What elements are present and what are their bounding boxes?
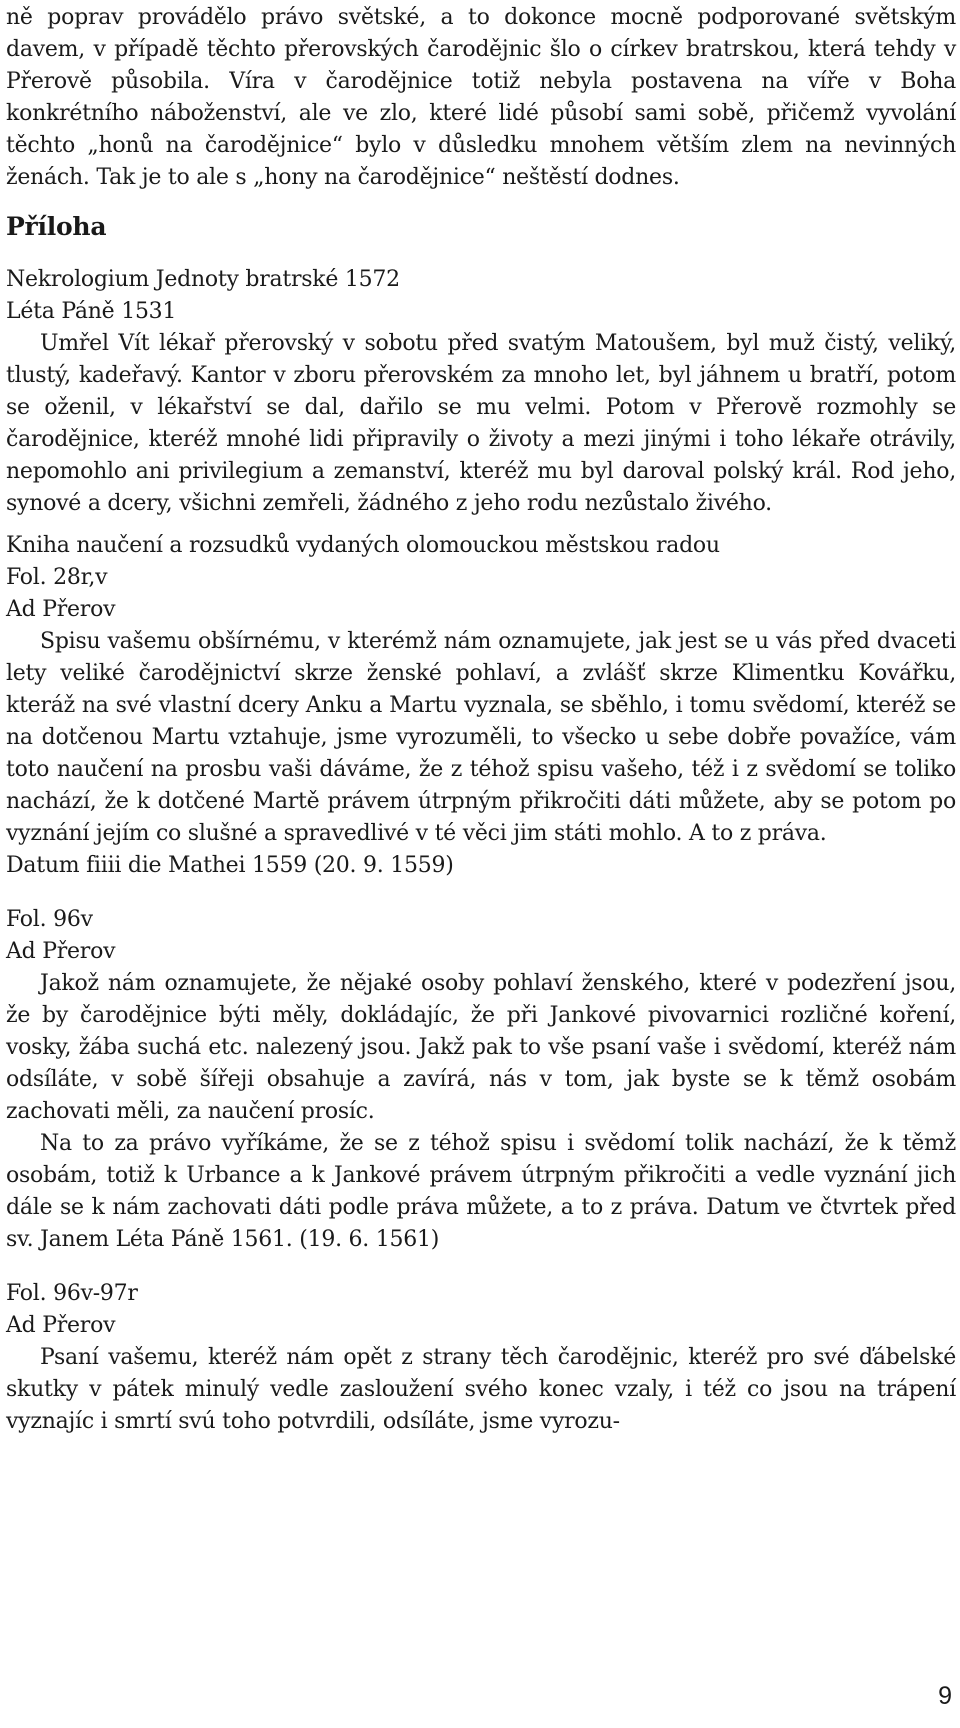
entry-paragraph: Spisu vašemu obšírnému, v kterémž nám oznamujete, jak jest se u vás před dvaceti lety veliké čarodějnictví skrze ženské pohlaví, a zvlášť skrze Klimentku Kovářku, kteráž na své vlastní dcery Anku a Martu vyznala, se sběhlo, i tomu svědomí, kteréž se na dotčenou Martu vztahuje, jsme vyrozuměli, to všecko u sebe dobře považíce, vám toto naučení na prosbu vaši dáváme, že z téhož spisu vašeho, též i z svědomí se toliko nachází, že k dotčené Martě právem útrpným přikročiti dáti můžete, aby se potom po vyznání jejím co slušné a spravedlivé v té věci jim státi mohlo. A to z práva. [6, 629, 956, 846]
entry-place: Ad Přerov [6, 1313, 116, 1338]
entry-paragraph: Jakož nám oznamujete, že nějaké osoby pohlaví ženského, které v podezření jsou, že by čarodějnice býti měly, dokládajíc, že při Jankové pivovarnici rozličné koření, vosky, žába suchá etc. nalezený jsou. Jakž pak to vše psaní vaše i svědomí, kteréž nám odsíláte, v sobě šířeji obsahuje a zavírá, nás v tom, jak byste se k těmž osobám zachovati měli, za naučení prosíc. [6, 971, 956, 1124]
entry-folio: Fol. 28r,v [6, 565, 108, 590]
nekrologium-text: Umřel Vít lékař přerovský v sobotu před svatým Matoušem, byl muž čistý, veliký, tlustý, kadeřavý. Kantor v zboru přerovském za mnoho let, byl jáhnem u bratří, potom se oženil, v lékařství se dal, dařilo se mu velmi. Potom v Přerově rozmohly se čarodějnice, kteréž mnohé lidi připravily o životy a mezi jinými i toho lékaře otrávily, nepomohlo ani privilegium a zemanství, kteréž mu byl daroval polský král. Rod jeho, synové a dcery, všichni zemřeli, žádného z jeho rodu nezůstalo živého. [6, 331, 956, 516]
entry-place: Ad Přerov [6, 597, 116, 622]
nekrologium-year: Léta Páně 1531 [6, 299, 177, 324]
entry-place: Ad Přerov [6, 939, 116, 964]
entry-folio: Fol. 96v-97r [6, 1281, 138, 1306]
entry-date: Datum fiiii die Mathei 1559 (20. 9. 1559) [6, 853, 454, 878]
entry-paragraph: Na to za právo vyříkáme, že se z téhož spisu i svědomí tolik nachází, že k těmž osobám, totiž k Urbance a k Jankové právem útrpným přikročiti a vedle vyznání jich dále se k nám zachovati dáti podle práva můžete, a to z práva. Datum ve čtvrtek před sv. Janem Léta Páně 1561. (19. 6. 1561) [6, 1131, 956, 1252]
nekrologium-title: Nekrologium Jednoty bratrské 1572 [6, 267, 400, 292]
section-heading: Příloha [6, 212, 107, 241]
entry-folio: Fol. 96v [6, 907, 93, 932]
intro-paragraph: ně poprav provádělo právo světské, a to dokonce mocně podporované světským davem, v případě těchto přerovských čarodějnic šlo o církev bratrskou, která tehdy v Přerově působila. Víra v čarodějnice totiž nebyla postavena na víře v Boha konkrétního náboženství, ale ve zlo, které lidé působí sami sobě, přičemž vyvolání těchto „honů na čarodějnice“ bylo v důsledku mnohem větším zlem na nevinných ženách. Tak je to ale s „hony na čarodějnice“ neštěstí dodnes. [6, 5, 956, 190]
kniha-title: Kniha naučení a rozsudků vydaných olomouckou městskou radou [6, 533, 720, 558]
document-page [6, 2, 956, 1438]
entry-paragraph: Psaní vašemu, kteréž nám opět z strany těch čarodějnic, kteréž pro své ďábelské skutky v pátek minulý vedle zasloužení svého konec vzaly, i též co jsou na trápení vyznajíc i smrtí svú toho potvrdili, odsíláte, jsme vyrozu- [6, 1345, 956, 1434]
page-number: 9 [938, 1682, 952, 1710]
